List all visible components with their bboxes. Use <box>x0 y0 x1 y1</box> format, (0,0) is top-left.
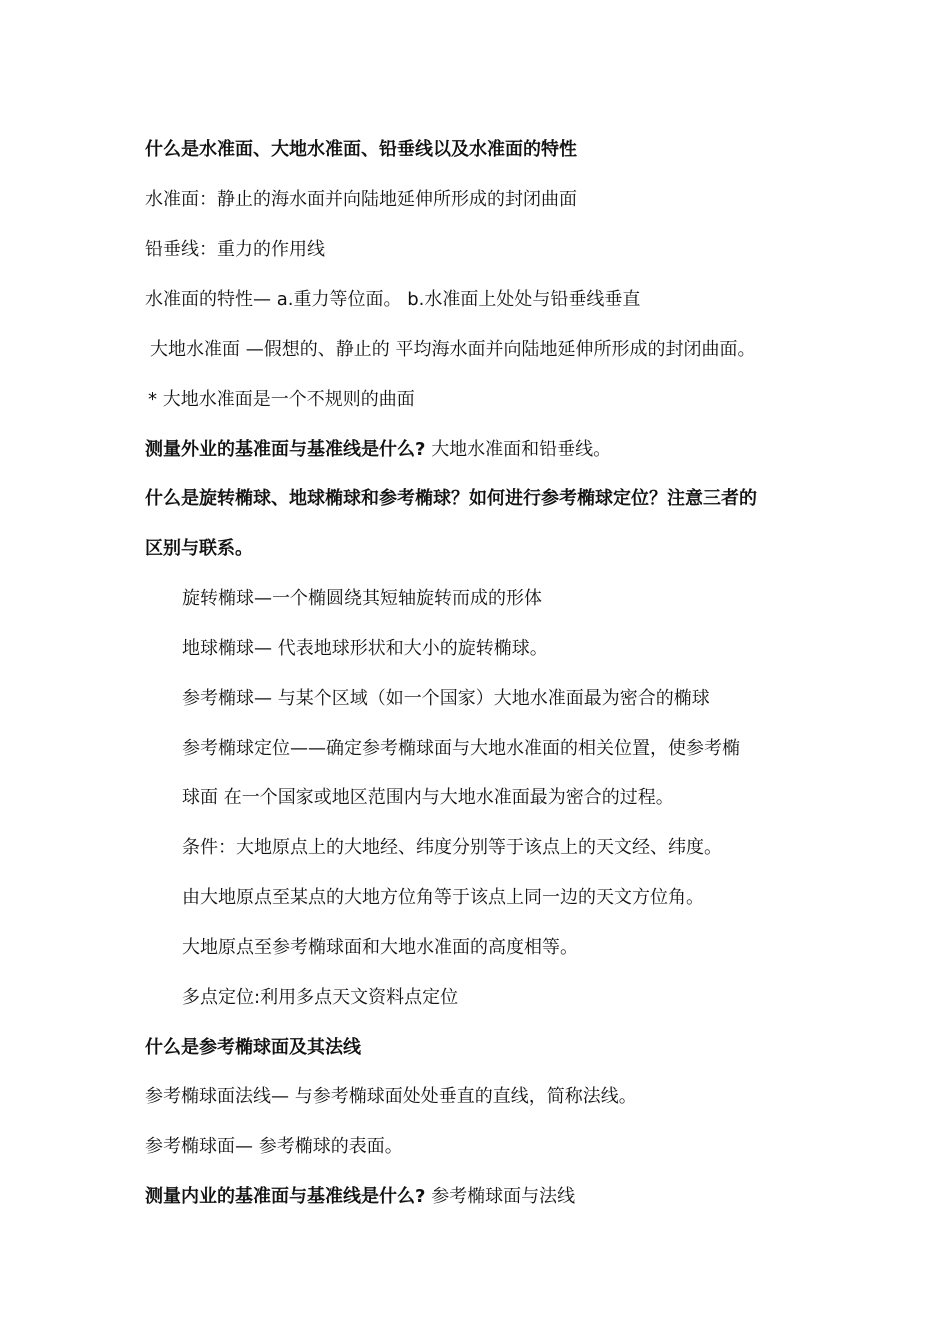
question-field-datum <box>145 438 611 462</box>
definition-geoid: 大地水准面 —假想的、静止的 平均海水面并向陆地延伸所形成的封闭曲面。 <box>150 339 756 360</box>
question-office-datum <box>145 1185 575 1209</box>
positioning-condition-2: 由大地原点至某点的大地方位角等于该点上同一边的天文方位角。 <box>182 887 704 908</box>
heading-level-surfaces: 什么是水准面、大地水准面、铅垂线以及水准面的特性 <box>145 139 577 160</box>
definition-ellipsoid-normal: 参考椭球面法线— 与参考椭球面处处垂直的直线，简称法线。 <box>145 1086 637 1107</box>
definition-earth-ellipsoid: 地球椭球— 代表地球形状和大小的旋转椭球。 <box>182 638 548 659</box>
positioning-condition-3: 大地原点至参考椭球面和大地水准面的高度相等。 <box>182 937 578 958</box>
definition-plumb-line: 铅垂线：重力的作用线 <box>145 239 325 260</box>
heading-ellipsoids-line1: 什么是旋转椭球、地球椭球和参考椭球？如何进行参考椭球定位？注意三者的 <box>145 488 757 509</box>
definition-ellipsoid-surface: 参考椭球面— 参考椭球的表面。 <box>145 1136 403 1157</box>
level-surface-properties: 水准面的特性— a.重力等位面。 b.水准面上处处与铅垂线垂直 <box>145 289 641 310</box>
positioning-condition-1: 条件：大地原点上的大地经、纬度分别等于该点上的天文经、纬度。 <box>182 837 722 858</box>
definition-reference-ellipsoid: 参考椭球— 与某个区域（如一个国家）大地水准面最为密合的椭球 <box>182 688 710 709</box>
multi-point-positioning: 多点定位:利用多点天文资料点定位 <box>182 987 459 1008</box>
answer-text: 大地水准面和铅垂线。 <box>431 439 612 460</box>
question-text: 测量内业的基准面与基准线是什么? <box>145 1186 426 1207</box>
heading-ellipsoids-line2: 区别与联系。 <box>145 538 253 559</box>
geoid-note: * 大地水准面是一个不规则的曲面 <box>148 389 415 410</box>
definition-positioning-line2: 球面 在一个国家或地区范围内与大地水准面最为密合的过程。 <box>182 787 674 808</box>
definition-level-surface: 水准面：静止的海水面并向陆地延伸所形成的封闭曲面 <box>145 189 577 210</box>
question-text: 测量外业的基准面与基准线是什么? <box>145 439 426 460</box>
definition-positioning-line1: 参考椭球定位——确定参考椭球面与大地水准面的相关位置，使参考椭 <box>182 738 740 759</box>
definition-rotation-ellipsoid: 旋转椭球—一个椭圆绕其短轴旋转而成的形体 <box>182 588 542 609</box>
answer-text: 参考椭球面与法线 <box>431 1186 576 1207</box>
heading-reference-ellipsoid-surface: 什么是参考椭球面及其法线 <box>145 1037 361 1058</box>
